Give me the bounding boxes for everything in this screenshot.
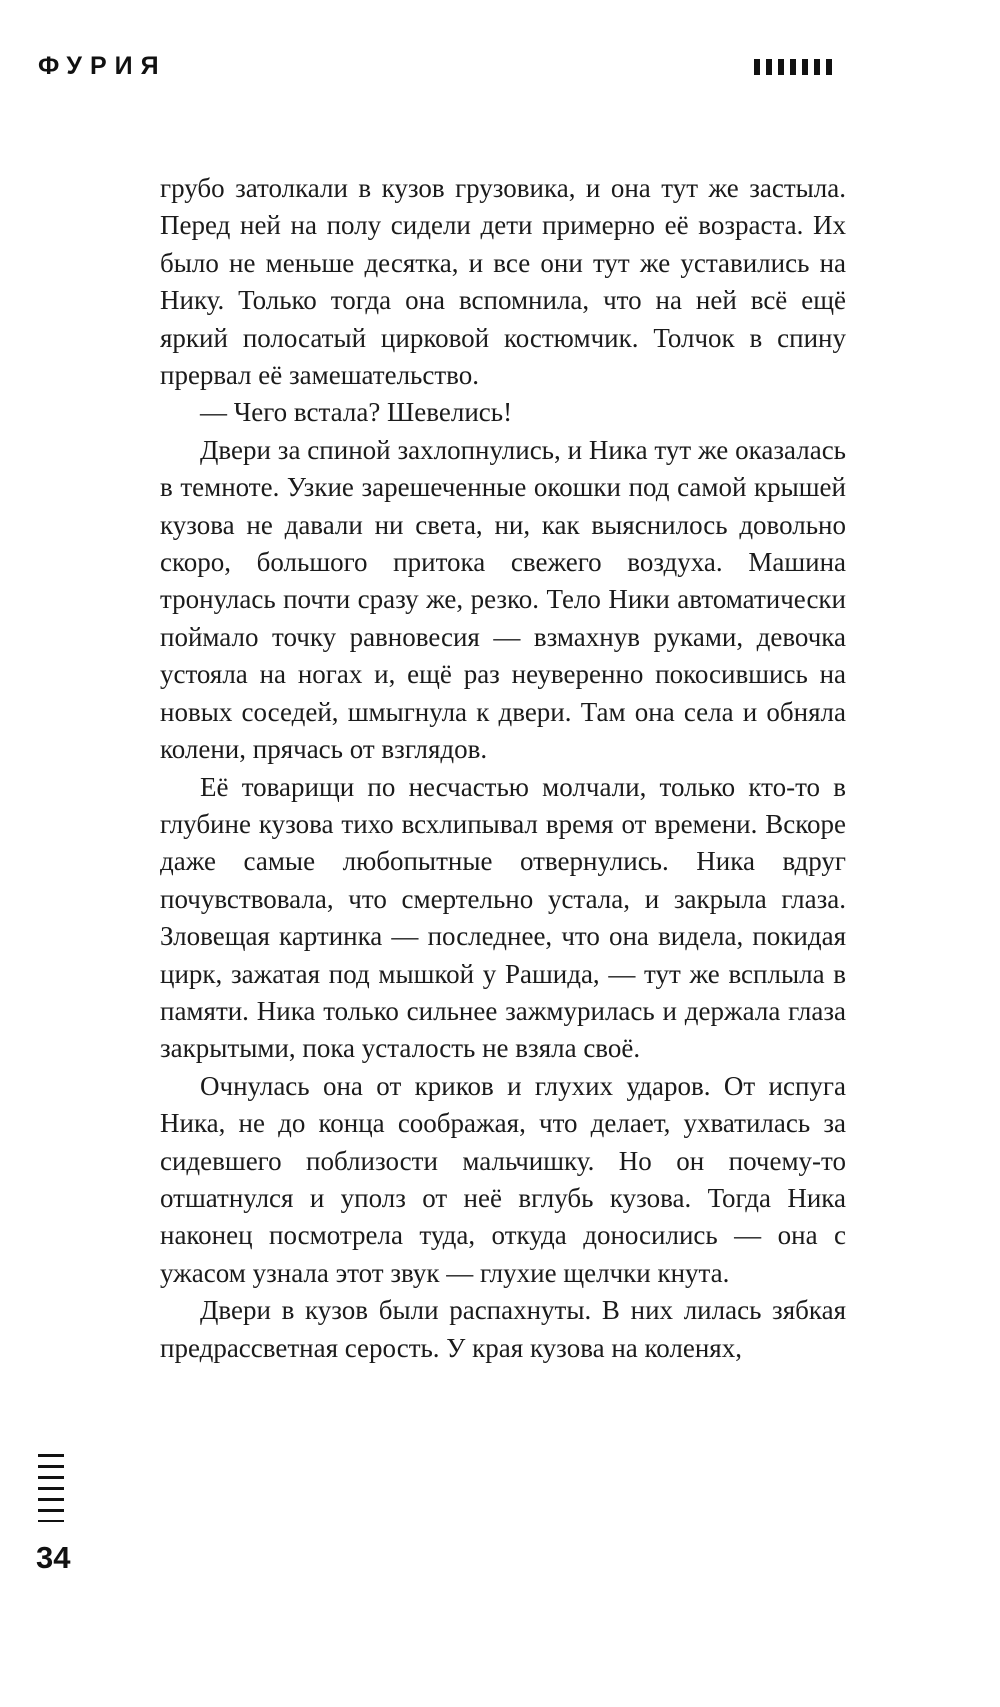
paragraph-dialogue: — Чего встала? Шевелись! (200, 397, 513, 428)
paragraph: Двери за спиной захлопнулись, и Ника тут же оказалась в темноте. Узкие зарешеченные окошки под самой крышей кузова не давали ни света, ни, как выяснилось довольно скоро, большого притока свежего воздуха. Машина тронулась почти сразу же, резко. Тело Ники автоматически поймало точку равновесия — взмахнув руками, девочка устояла на ногах и, ещё раз неуверенно покосившись на новых соседей, шмыгнула к двери. Там она села и обняла колени, прячась от взглядов. (160, 434, 846, 765)
bar-icon (766, 59, 772, 75)
page-number: 34 (36, 1540, 71, 1575)
bar-icon (826, 59, 832, 75)
bar-icon (802, 59, 808, 75)
bar-icon (790, 59, 796, 75)
page-header (38, 52, 832, 81)
vertical-bars-icon (754, 59, 832, 75)
paragraph: Двери в кузов были распахнуты. В них лилась зябкая предрассветная серость. У края кузова на коленях, (160, 1295, 846, 1363)
bar-icon (778, 59, 784, 75)
paragraph-continuation: грубо затолкали в кузов грузовика, и она тут же застыла. Перед ней на полу сидели дети примерно её возраста. Их было не меньше десятка, и все они тут же уставились на Нику. Только тогда она вспомнила, что на ней всё ещё яркий полосатый цирковой костюмчик. Толчок в спину прервал её замешательство. (160, 173, 846, 391)
paragraph: Очнулась она от криков и глухих ударов. От испуга Ника, не до конца соображая, что делает, ухватилась за сидевшего поблизости мальчишку. Но он почему-то отшатнулся и уполз от неё вглубь кузова. Тогда Ника наконец посмотрела туда, откуда доносились — она с ужасом узнала этот звук — глухие щелчки кнута. (160, 1070, 846, 1288)
body-text (160, 170, 846, 1367)
book-title: ФУРИЯ (38, 52, 167, 80)
bar-icon (814, 59, 820, 75)
paragraph: Её товарищи по несчастью молчали, только кто-то в глубине кузова тихо всхлипывал время от времени. Вскоре даже самые любопытные отвернулись. Ника вдруг почувствовала, что смертельно устала, и закрыла глаза. Зловещая картинка — последнее, что она видела, покидая цирк, зажатая под мышкой у Рашида, — тут же всплыла в памяти. Ника только сильнее зажмурилась и держала глаза закрытыми, пока усталость не взяла своё. (160, 771, 846, 1064)
bar-icon (754, 59, 760, 75)
signature-mark-icon (38, 1454, 64, 1522)
